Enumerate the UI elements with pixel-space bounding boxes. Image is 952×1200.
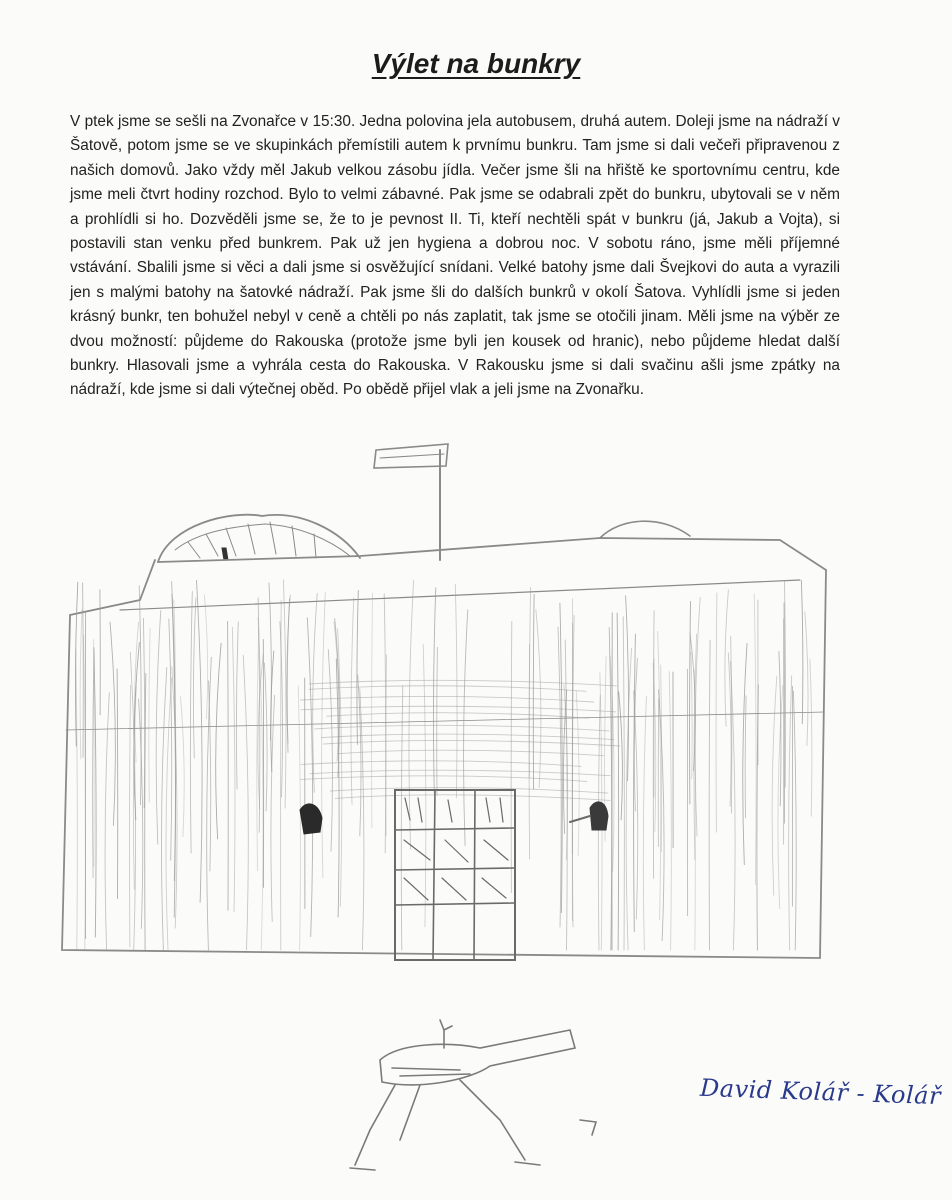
right-dome [600,521,690,538]
left-dome-slot [222,548,228,560]
title-text: Výlet na bunkry [371,48,581,79]
left-dome [158,515,360,562]
author-signature: David Kolář - Kolář [699,1073,942,1111]
left-embrasure [300,804,322,834]
story-paragraph: V ptek jsme se sešli na Zvonařce v 15:30. Jedna polovina jela autobusem, druhá autem. Doleji jsme na nádraží v Šatově, potom jsme se ve skupinkách přemístili autem k prvnímu bunkru. Tam jsme si dali večeři připravenou z našich domovů. Jako vždy měl Jakub velkou zásobu jídla. Večer jsme šli na hřiště ke sportovnímu centru, kde jsme meli čtvrt hodiny rozchod. Bylo to velmi zábavné. Pak jsme se odabrali zpět do bunkru, ubytovali se v něm a prohlídli si ho. Dozvěděli jsme se, že to je pevnost II. Ti, kteří nechtěli spát v bunkru (já, Jakub a Vojta), si postavili stan venku před bunkrem. Pak už jen hygiena a dobrou noc. V sobotu ráno, jsme měli příjemné vstávání. Sbalili jsme si věci a dali jsme si osvěžující snídani. Velké batohy jsme dali Švejkovi do auta a vyrazili jen s malými batohy na šatovké nádraží. Pak jsme šli do dalších bunkrů v okolí Šatova. Vyhlídli jsme si jeden krásný bunkr, ten bohužel nebyl v ceně a chtěli po nás zaplatit, tak jsme se otočili jinam. Měli jsme na výběr ze dvou možností: půjdeme do Rakouska (protože jsme byli jen kousek od hranic), nebo půjdeme hledat další bunkry. Hlasovali jsme a vyhrála cesta do Rakouska. V Rakousku jsme si dali svačinu ašli jsme zpátky na nádraží, kde jsme si dali výtečnej oběd. Po obědě přijel vlak a jeli jsme na Zvonařku. [70,113,840,399]
document-title [0,48,952,80]
bunker-door [395,790,515,960]
soldier-figure [350,1020,596,1170]
right-embrasure [590,802,608,830]
bunker-shading [75,580,811,950]
